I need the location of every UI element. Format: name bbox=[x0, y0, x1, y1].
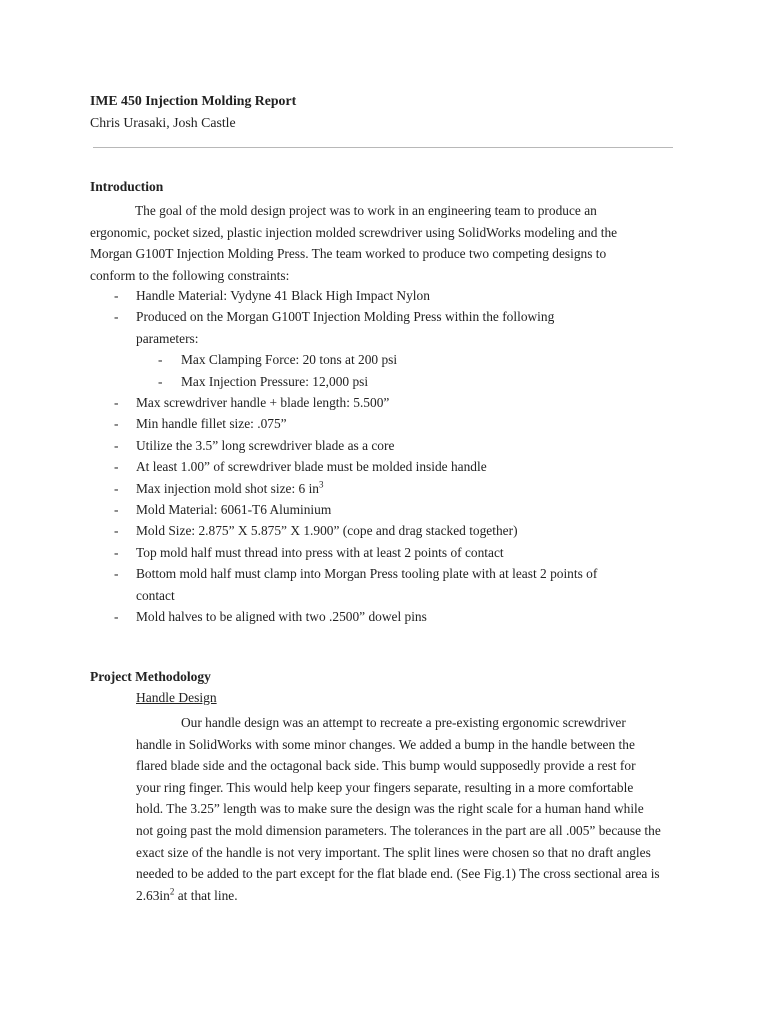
list-item bbox=[90, 542, 690, 563]
header-divider bbox=[93, 147, 673, 148]
area-superscript: 2 bbox=[169, 886, 175, 897]
list-item-text: Utilize the 3.5” long screwdriver blade as a core bbox=[136, 437, 395, 453]
list-item-text: Bottom mold half must clamp into Morgan Press tooling plate with at least 2 points of contact bbox=[136, 566, 598, 603]
bullet-dash: - bbox=[114, 437, 119, 453]
bullet-dash: - bbox=[114, 523, 119, 539]
list-item bbox=[90, 413, 690, 434]
bullet-dash: - bbox=[114, 459, 119, 475]
introduction-heading: Introduction bbox=[90, 179, 164, 194]
list-item-text: Max screwdriver handle + blade length: 5.500” bbox=[136, 395, 390, 411]
bullet-dash: - bbox=[158, 352, 163, 368]
bullet-dash: - bbox=[114, 288, 119, 303]
list-item-text: Max Clamping Force: 20 tons at 200 psi bbox=[181, 352, 398, 368]
shot-size-text: Max injection mold shot size: 6 in bbox=[136, 480, 319, 496]
bullet-dash: - bbox=[114, 544, 119, 560]
handle-paragraph-tail: at that line. bbox=[174, 887, 238, 903]
list-item bbox=[90, 520, 690, 541]
list-item bbox=[90, 435, 690, 456]
bullet-dash: - bbox=[158, 373, 163, 389]
list-item-text: Min handle fillet size: .075” bbox=[136, 416, 287, 432]
report-title: IME 450 Injection Molding Report bbox=[90, 93, 297, 108]
list-item-text: Produced on the Morgan G100T Injection Molding Press within the following parameters: bbox=[136, 309, 555, 346]
list-item bbox=[90, 499, 690, 520]
list-item-text bbox=[136, 478, 616, 499]
shot-size-superscript: 3 bbox=[318, 479, 324, 490]
list-item-text: Mold Size: 2.875” X 5.875” X 1.900” (cope and drag stacked together) bbox=[136, 523, 518, 539]
list-item-text: Mold Material: 6061-T6 Aluminium bbox=[136, 502, 332, 518]
bullet-dash: - bbox=[114, 480, 119, 496]
list-item bbox=[90, 606, 690, 627]
list-item bbox=[90, 349, 690, 370]
introduction-paragraph: The goal of the mold design project was to work in an engineering team to produce an ergonomic, pocket sized, plastic injection molded screwdriver using SolidWorks modeling and the Morgan G100T Injection Molding Press. The team worked to produce two competing designs to conform to the following constraints: bbox=[90, 203, 618, 283]
list-item bbox=[90, 456, 690, 477]
list-item-text: Mold halves to be aligned with two .2500” dowel pins bbox=[136, 609, 427, 625]
bullet-dash: - bbox=[114, 502, 119, 518]
list-item bbox=[90, 306, 690, 349]
methodology-heading: Project Methodology bbox=[90, 669, 211, 684]
bullet-dash: - bbox=[114, 566, 119, 582]
list-item-text: At least 1.00” of screwdriver blade must be molded inside handle bbox=[136, 459, 487, 475]
bullet-dash: - bbox=[114, 416, 119, 432]
report-authors: Chris Urasaki, Josh Castle bbox=[90, 115, 236, 130]
bullet-dash: - bbox=[114, 309, 119, 325]
list-item bbox=[90, 285, 690, 306]
constraints-list bbox=[90, 285, 690, 628]
list-item-text: Top mold half must thread into press with at least 2 points of contact bbox=[136, 544, 504, 560]
list-item-text: Handle Material: Vydyne 41 Black High Impact Nylon bbox=[136, 288, 430, 303]
handle-paragraph-main: Our handle design was an attempt to recreate a pre-existing ergonomic screwdriver handle in SolidWorks with some minor changes. We added a bump in the handle between the flared blade side and the octagonal back side. This bump would supposedly provide a rest for your ring finger. This would help keep your fingers separate, resulting in a more comfortable hold. The 3.25” length was to make sure the design was the right scale for a human hand while not going past the mold dimension parameters. The tolerances in the part are all .005” because the exact size of the handle is not very important. The split lines were chosen so that no draft angles needed to be added to the part except for the flat blade end. (See Fig.1) The cross sectional area is 2.63in bbox=[136, 715, 661, 903]
bullet-dash: - bbox=[114, 395, 119, 411]
list-item bbox=[90, 478, 690, 499]
handle-design-subheading: Handle Design bbox=[136, 690, 217, 705]
bullet-dash: - bbox=[114, 609, 119, 625]
list-item bbox=[90, 392, 690, 413]
list-item bbox=[90, 371, 690, 392]
handle-design-paragraph bbox=[136, 712, 661, 906]
list-item bbox=[90, 563, 690, 606]
list-item-text: Max Injection Pressure: 12,000 psi bbox=[181, 373, 369, 389]
